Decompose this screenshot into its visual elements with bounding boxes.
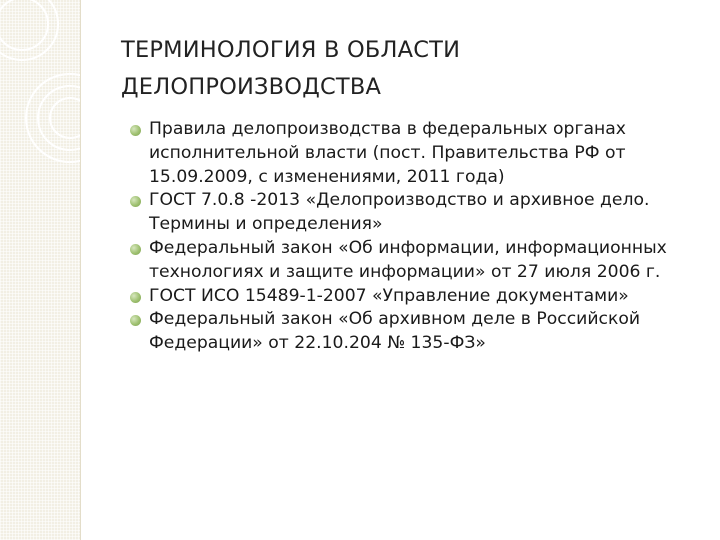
list-item xyxy=(130,308,700,356)
deco-circle xyxy=(26,74,80,162)
list-item xyxy=(130,285,700,309)
deco-circle xyxy=(50,98,80,138)
deco-circle xyxy=(0,0,48,50)
bullet-list xyxy=(130,118,700,356)
list-item-text: ГОСТ ИСО 15489-1-2007 «Управление документами» xyxy=(149,285,629,306)
list-item xyxy=(130,189,700,237)
list-item-text: ГОСТ 7.0.8 -2013 «Делопроизводство и архивное дело. Термины и определения» xyxy=(149,190,650,235)
decorative-circles xyxy=(0,0,80,200)
bullet-icon xyxy=(130,244,141,255)
slide-title xyxy=(121,32,681,106)
title-line-1: ТЕРМИНОЛОГИЯ В ОБЛАСТИ xyxy=(121,37,461,63)
list-item-text: Правила делопроизводства в федеральных органах исполнительной власти (пост. Правительства РФ от 15.09.2009, с изменениями, 2011 года) xyxy=(149,119,626,187)
list-item-text: Федеральный закон «Об архивном деле в Российской Федерации» от 22.10.204 № 135-ФЗ» xyxy=(149,309,641,354)
list-item xyxy=(130,237,700,285)
bullet-icon xyxy=(130,315,141,326)
list-item-text: Федеральный закон «Об информации, информационных технологиях и защите информации» от 27 июля 2006 г. xyxy=(149,237,667,282)
deco-circle xyxy=(38,86,80,150)
title-line-2: ДЕЛОПРОИЗВОДСТВА xyxy=(121,74,382,100)
bullet-icon xyxy=(130,196,141,207)
list-item xyxy=(130,118,700,189)
bullet-icon xyxy=(130,125,141,136)
deco-circle xyxy=(0,0,58,60)
band-divider xyxy=(80,0,81,540)
bullet-icon xyxy=(130,292,141,303)
